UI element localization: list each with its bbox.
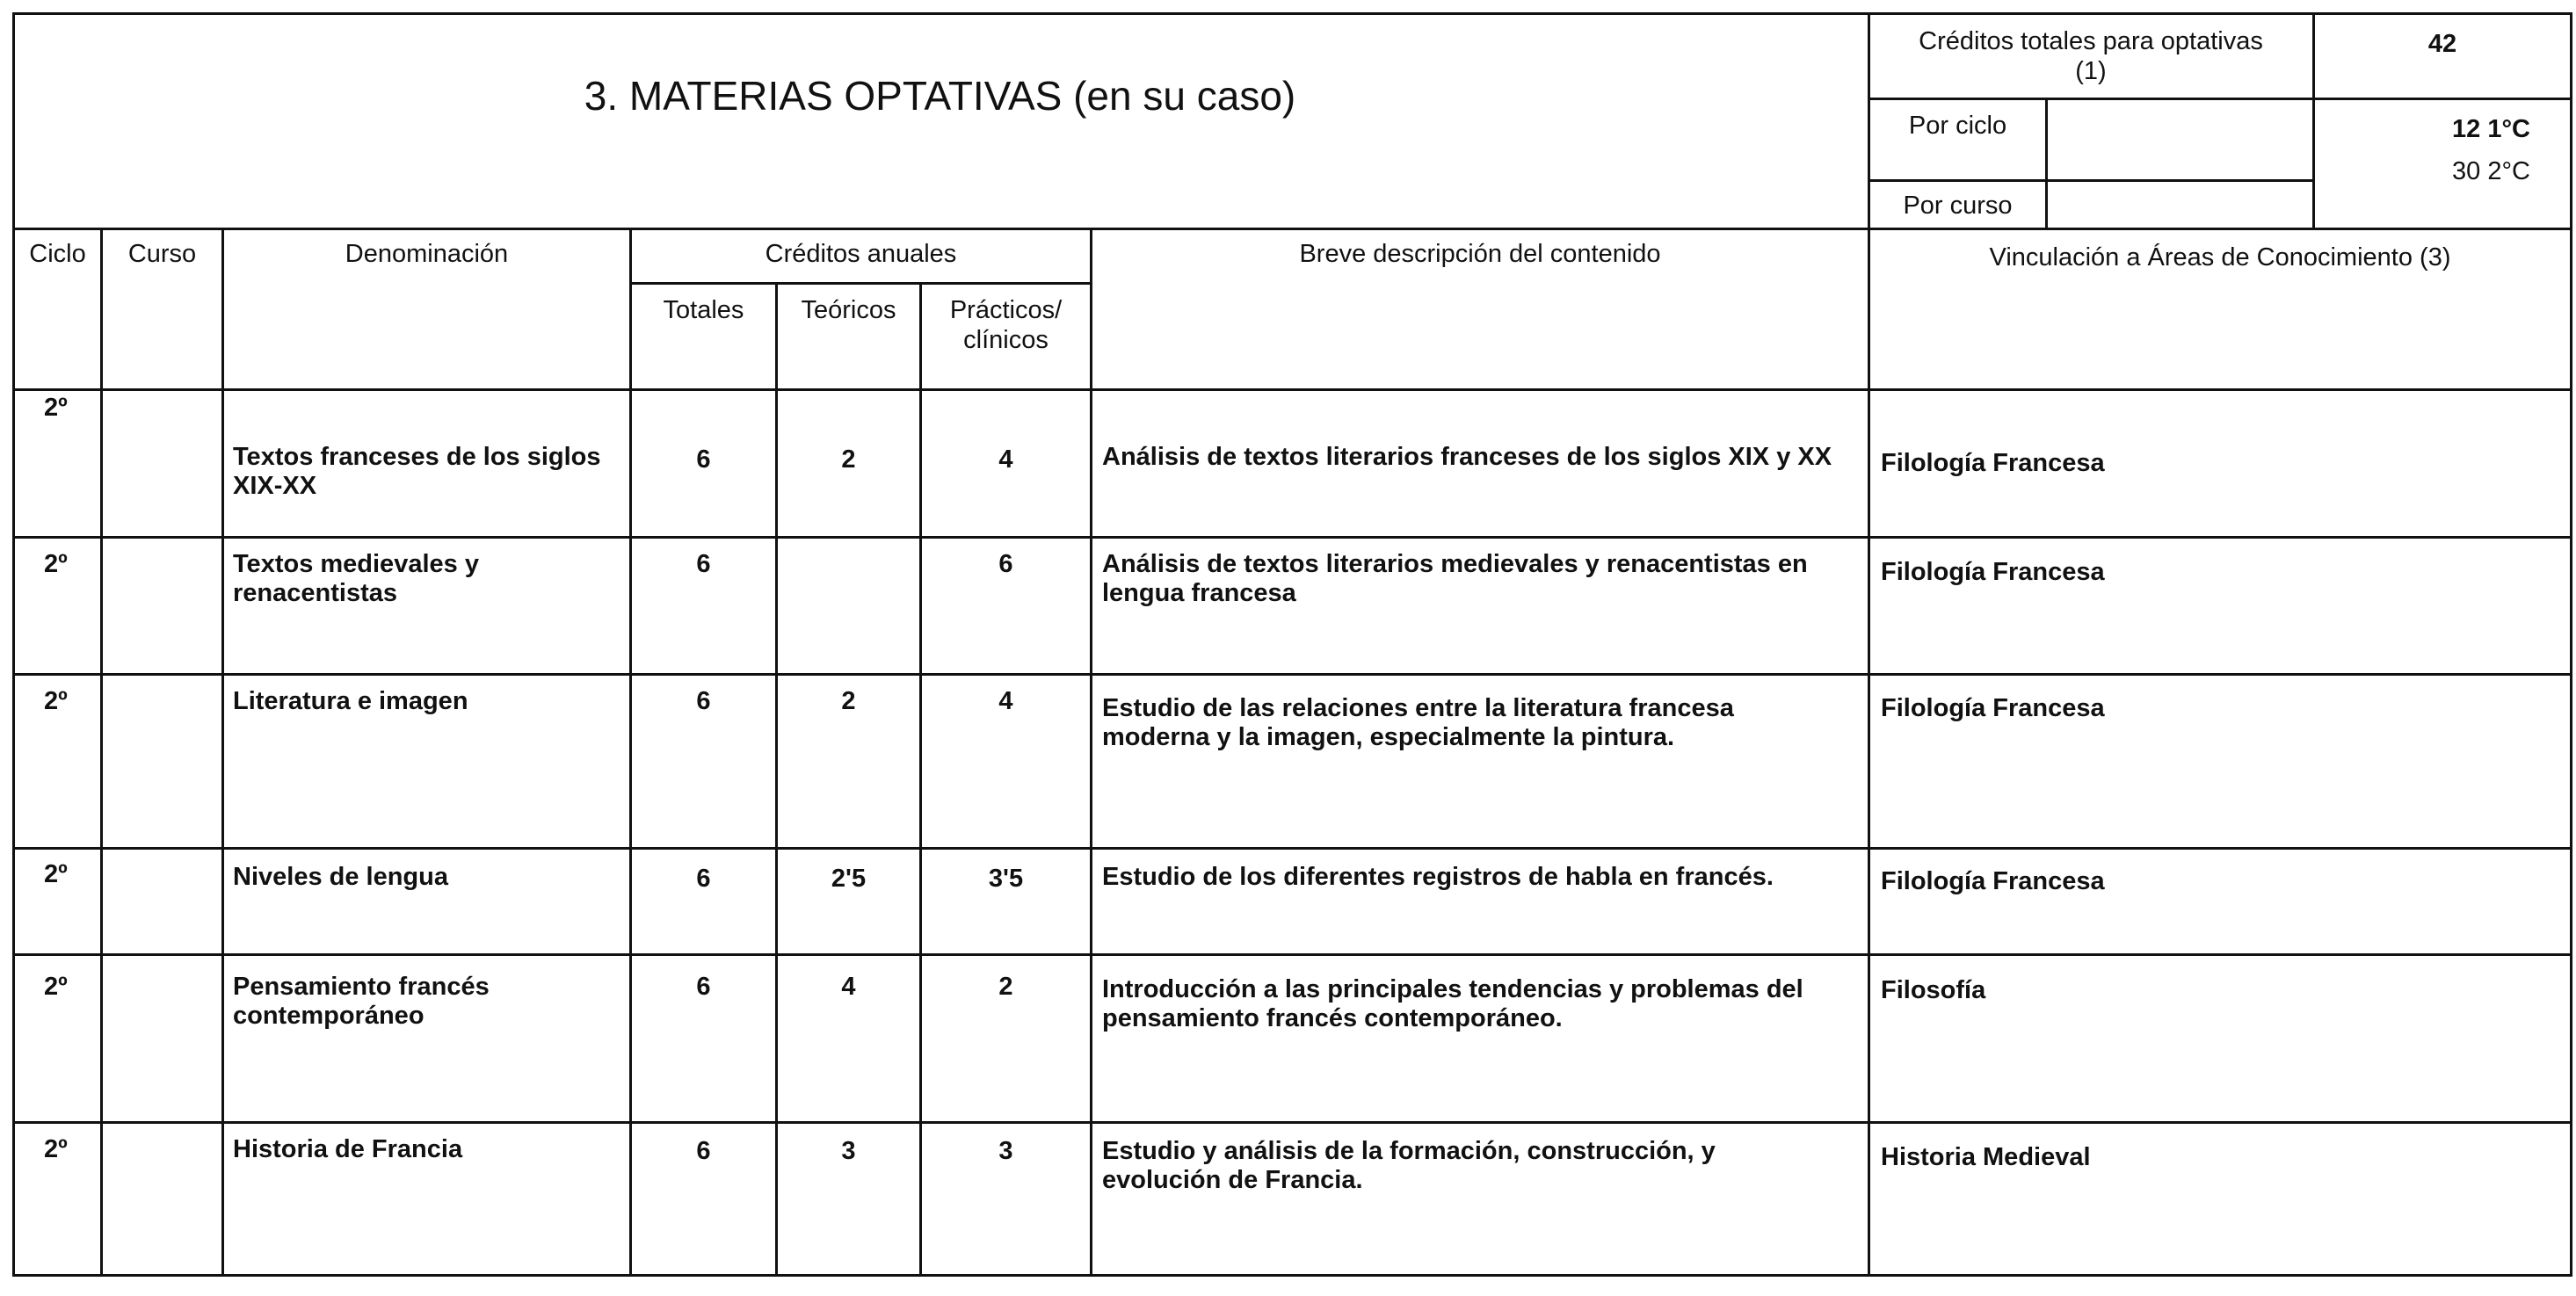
creditos-totales-value: 42 <box>2427 30 2457 58</box>
creditos-row-divider <box>1868 98 2572 100</box>
row-1-ciclo: 2º <box>44 394 68 422</box>
col-line-denominacion <box>629 228 632 1277</box>
col-header-curso: Curso <box>127 240 197 268</box>
por-ciclo-value-1: 12 1°C <box>2452 115 2530 143</box>
row-6-descripcion: Estudio y análisis de la formación, construcción, y evolución de Francia. <box>1102 1137 1716 1194</box>
row-1-area: Filología Francesa <box>1881 449 2105 477</box>
border-top <box>12 12 2572 15</box>
row-line-2 <box>12 673 2572 676</box>
row-5-practicos: 2 <box>998 973 1013 1001</box>
border-left <box>12 12 15 1277</box>
row-3-denominacion: Literatura e imagen <box>233 687 468 715</box>
row-1-descripcion: Análisis de textos literarios franceses de los siglos XIX y XX <box>1102 443 1832 471</box>
row-3-area: Filología Francesa <box>1881 694 2105 722</box>
row-5-totales: 6 <box>696 973 711 1001</box>
row-6-ciclo: 2º <box>44 1135 68 1163</box>
row-1-practicos: 4 <box>998 445 1013 474</box>
row-6-denominacion: Historia de Francia <box>233 1135 463 1163</box>
document-page <box>12 12 2572 1278</box>
row-1-denominacion: Textos franceses de los siglos XIX-XX <box>233 443 601 500</box>
por-curso-divider <box>1868 179 2312 182</box>
col-header-vinculacion: Vinculación a Áreas de Conocimiento (3) <box>1989 243 2451 272</box>
col-header-totales: Totales <box>663 296 744 324</box>
row-4-teoricos: 2'5 <box>831 865 867 893</box>
row-line-3 <box>12 847 2572 850</box>
header-bottom-line <box>12 228 2572 230</box>
row-4-ciclo: 2º <box>44 860 68 888</box>
row-5-area: Filosofía <box>1881 976 1986 1004</box>
por-curso-label: Por curso <box>1903 192 2013 220</box>
row-4-totales: 6 <box>696 865 711 893</box>
row-2-ciclo: 2º <box>44 550 68 578</box>
creditos-totales-label: Créditos totales para optativas (1) <box>1919 27 2263 85</box>
col-line-practicos <box>1090 228 1092 1277</box>
row-4-denominacion: Niveles de lengua <box>233 863 448 891</box>
row-line-1 <box>12 536 2572 539</box>
row-2-denominacion: Textos medievales y renacentistas <box>233 550 479 607</box>
col-line-curso <box>221 228 224 1277</box>
row-6-totales: 6 <box>696 1137 711 1165</box>
col-line-totales <box>775 282 778 1277</box>
row-6-practicos: 3 <box>998 1137 1013 1165</box>
row-2-area: Filología Francesa <box>1881 558 2105 586</box>
row-1-teoricos: 2 <box>841 445 856 474</box>
border-bottom <box>12 1274 2572 1277</box>
row-5-denominacion: Pensamiento francés contemporáneo <box>233 973 490 1030</box>
row-4-area: Filología Francesa <box>1881 867 2105 895</box>
col-header-teoricos: Teóricos <box>801 296 896 324</box>
row-3-practicos: 4 <box>998 687 1013 715</box>
row-3-teoricos: 2 <box>841 687 856 715</box>
row-1-totales: 6 <box>696 445 711 474</box>
border-right <box>2570 12 2572 1277</box>
row-line-header <box>12 388 2572 391</box>
row-2-descripcion: Análisis de textos literarios medievales y renacentistas en lengua francesa <box>1102 550 1808 607</box>
col-line-ciclo <box>100 228 103 1277</box>
row-5-ciclo: 2º <box>44 973 68 1001</box>
col-header-descripcion: Breve descripción del contenido <box>1299 240 1661 268</box>
row-6-area: Historia Medieval <box>1881 1143 2091 1171</box>
row-4-descripcion: Estudio de los diferentes registros de habla en francés. <box>1102 863 1774 891</box>
row-2-totales: 6 <box>696 550 711 578</box>
row-3-ciclo: 2º <box>44 687 68 715</box>
col-header-denominacion: Denominación <box>345 240 509 268</box>
row-5-teoricos: 4 <box>841 973 856 1001</box>
row-line-4 <box>12 953 2572 956</box>
col-header-practicos: Prácticos/ clínicos <box>949 296 1063 354</box>
row-line-5 <box>12 1121 2572 1124</box>
creditos-anuales-underline <box>629 282 1092 285</box>
row-6-teoricos: 3 <box>841 1137 856 1165</box>
por-ciclo-label: Por ciclo <box>1908 112 2007 140</box>
por-ciclo-value-2: 30 2°C <box>2452 157 2530 185</box>
row-3-descripcion: Estudio de las relaciones entre la literatura francesa moderna y la imagen, especialmente la pintura. <box>1102 694 1734 751</box>
row-4-practicos: 3'5 <box>988 865 1024 893</box>
row-2-practicos: 6 <box>998 550 1013 578</box>
por-ciclo-divider <box>2045 98 2048 228</box>
row-5-descripcion: Introducción a las principales tendencias y problemas del pensamiento francés contemporáneo. <box>1102 975 1803 1032</box>
row-3-totales: 6 <box>696 687 711 715</box>
col-line-teoricos <box>919 282 922 1277</box>
page-title: 3. MATERIAS OPTATIVAS (en su caso) <box>584 73 1296 119</box>
col-header-creditos-anuales: Créditos anuales <box>765 240 957 268</box>
col-header-ciclo: Ciclo <box>29 240 86 268</box>
